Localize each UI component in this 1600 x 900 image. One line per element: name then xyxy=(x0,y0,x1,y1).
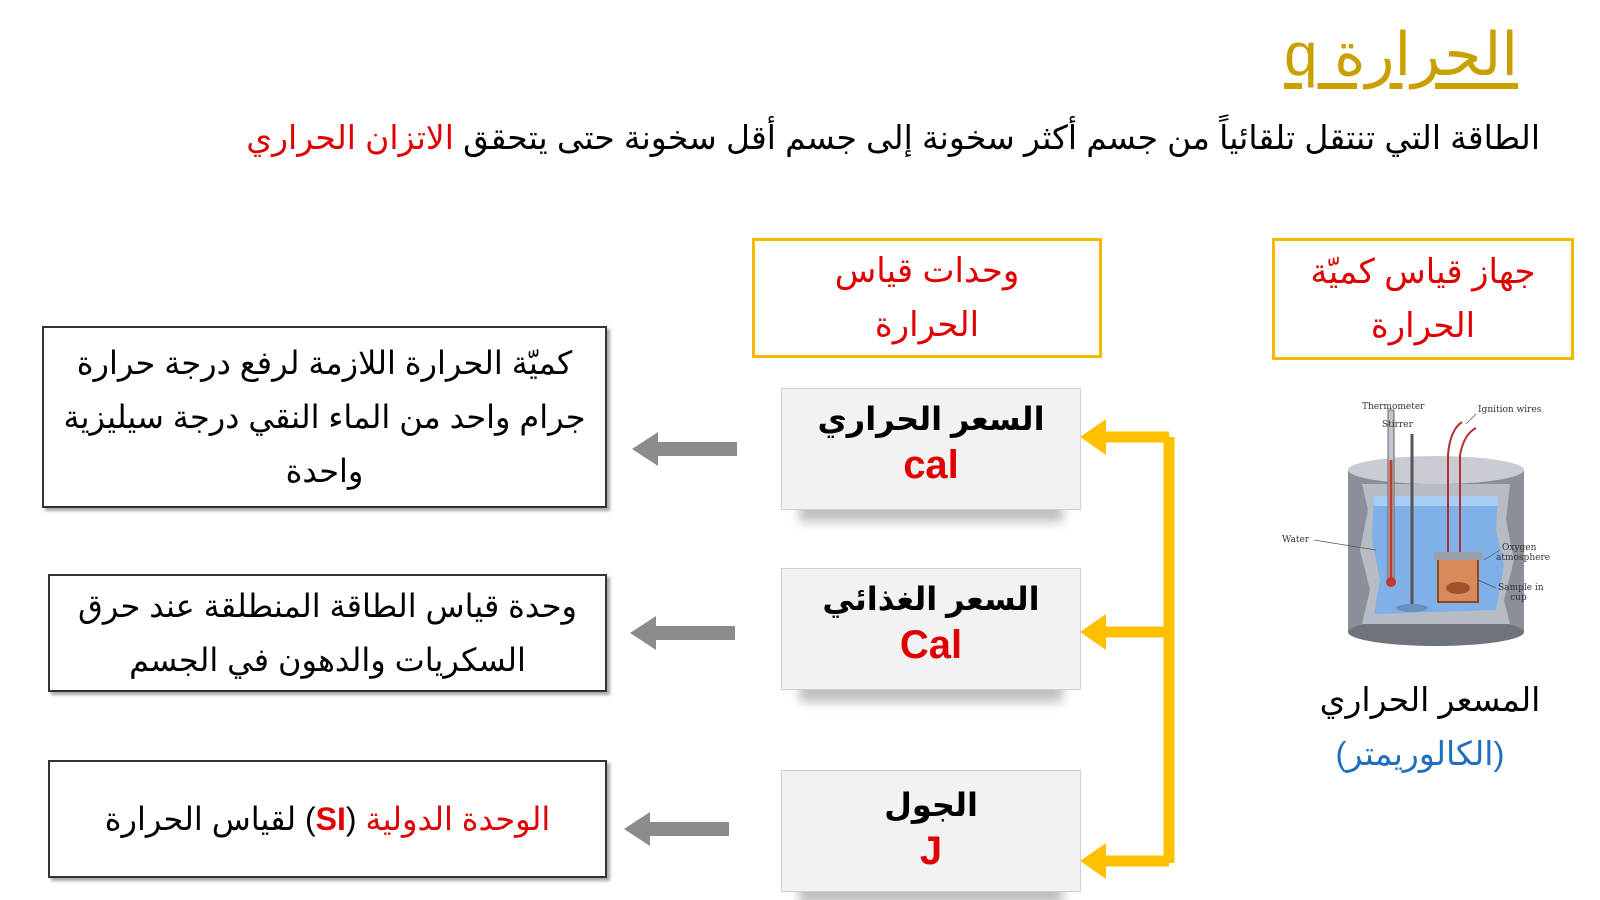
units-header-box xyxy=(752,238,1102,358)
unit-name: الجول xyxy=(884,787,978,823)
label-water: Water xyxy=(1282,535,1310,545)
definition-highlight: الاتزان الحراري xyxy=(246,119,454,156)
unit-symbol: cal xyxy=(903,442,959,487)
device-header-line1: جهاز قياس كميّة xyxy=(1310,253,1536,291)
unit-symbol: Cal xyxy=(899,622,963,667)
definition-box-text: وحدة قياس الطاقة المنطلقة عند حرق السكريات والدهون في الجسم xyxy=(78,588,577,678)
paren-open: ( xyxy=(345,801,366,837)
device-header-box xyxy=(1272,238,1574,360)
unit-symbol: J xyxy=(919,828,943,873)
label-oxygen-2: atmosphere xyxy=(1496,553,1551,563)
units-header-line2: الحرارة xyxy=(874,306,980,344)
unit-name: السعر الغذائي xyxy=(822,581,1040,617)
paren-close: ) xyxy=(296,801,316,837)
arrow-left-icon xyxy=(630,616,735,650)
unit-box-food-calorie xyxy=(781,568,1081,690)
definition-box-text: كميّة الحرارة اللازمة لرفع درجة حرارة جرام واحد من الماء النقي درجة سيليزية واحدة xyxy=(63,345,586,489)
si-purpose: لقياس الحرارة xyxy=(104,801,297,837)
label-sample-1: Sample in xyxy=(1498,583,1544,593)
label-oxygen-1: Oxygen xyxy=(1502,543,1537,553)
definition-box-food-calorie xyxy=(48,574,607,692)
label-ignition-wires: Ignition wires xyxy=(1478,405,1542,415)
si-label: الوحدة الدولية xyxy=(365,801,551,837)
definition-text: الطاقة التي تنتقل تلقائياً من جسم أكثر سخونة إلى جسم أقل سخونة حتى يتحقق xyxy=(453,119,1540,156)
label-stirrer: Stirrer xyxy=(1382,420,1413,430)
device-name: المسعر الحراري xyxy=(1319,681,1541,718)
definition-box-calorie xyxy=(42,326,607,508)
units-header-line1: وحدات قياس xyxy=(834,252,1020,290)
unit-name: السعر الحراري xyxy=(817,401,1045,437)
definition-box-text xyxy=(105,792,551,846)
arrow-left-icon xyxy=(624,812,729,846)
units-connector-bracket xyxy=(1080,425,1180,870)
label-sample-2: cup xyxy=(1510,593,1527,603)
device-header-line2: الحرارة xyxy=(1370,307,1476,345)
definition-box-joule xyxy=(48,760,607,878)
heat-definition xyxy=(246,118,1540,157)
unit-box-calorie xyxy=(781,388,1081,510)
arrow-left-icon xyxy=(632,432,737,466)
unit-box-joule xyxy=(781,770,1081,892)
calorimeter-image xyxy=(1282,400,1590,650)
page-title: الحرارة q xyxy=(1284,21,1518,88)
si-abbreviation: SI xyxy=(315,801,346,837)
label-thermometer: Thermometer xyxy=(1362,402,1425,412)
device-alt-name: (الكالوريمتر) xyxy=(1335,735,1505,772)
